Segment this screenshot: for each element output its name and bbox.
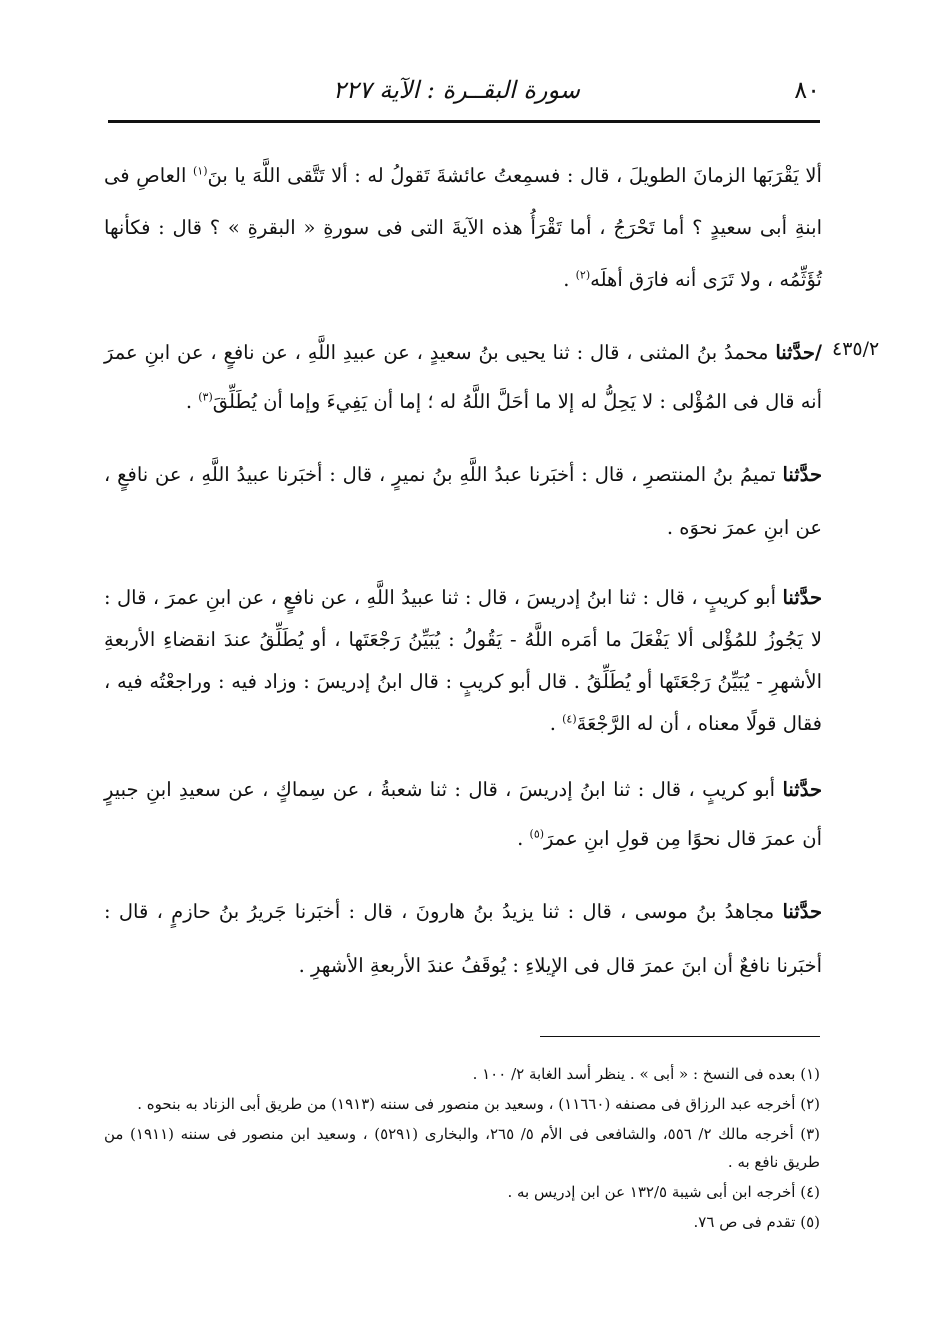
- footnote-ref: (٥): [529, 827, 545, 841]
- paragraph-text: محمدُ بنُ المثنى ، قال : ثنا يحيى بنُ سعيدٍ ، عن عبيدِ اللَّهِ ، عن نافعٍ ، عن ابنِ عمرَ أنه قال فى المُؤْلى : لا يَحِلُّ له إلا ما أحَلَّ اللَّهُ له ؛ إما أن يَفِيءَ وإما أن يُطَلِّقَ: [104, 341, 822, 413]
- running-title: سورة البقــرة : الآية ٢٢٧: [332, 76, 580, 104]
- paragraph-end: .: [549, 712, 563, 735]
- paragraph-lead: حدَّثنا: [782, 463, 822, 486]
- paragraph-lead: حدَّثنا: [782, 778, 822, 801]
- paragraph-lead: حدَّثنا: [782, 586, 822, 609]
- paragraph-lead: /حدَّثنا: [775, 341, 823, 364]
- footnote-ref: (١): [192, 164, 208, 178]
- paragraph-4: [104, 577, 822, 745]
- paragraph-2: [104, 328, 822, 426]
- paragraph-text: أبو كريبٍ ، قال : ثنا ابنُ إدريسَ ، قال : ثنا عبيدُ اللَّهِ ، عن نافعٍ ، عن ابنِ عمرَ ، قال : لا يَجُوزُ للمُؤْلى ألا يَفْعَلَ ما أمَره اللَّهُ - يَقُولُ : يُبَيِّنُ رَجْعَتَها ، أو يُطَلِّقُ عندَ انقضاءِ الأربعةِ الأشهرِ - يُبَيِّنُ رَجْعَتَها أو يُطَلِّقُ . قال أبو كريبٍ : قال ابنُ إدريسَ : وزاد فيه : وراجعْتُه فيه ، فقال قولًا معناه ، أن له الرَّجْعَةَ: [104, 586, 822, 735]
- footnote-5: (٥) تقدم فى ص ٧٦.: [693, 1213, 820, 1231]
- footnote-ref: (٤): [562, 712, 577, 726]
- footnote-ref: (٣): [198, 390, 213, 404]
- footnote-rule: [540, 1036, 820, 1037]
- paragraph-6: [104, 885, 822, 993]
- paragraph-lead: حدَّثنا: [782, 900, 822, 923]
- page-number: ٨٠: [794, 76, 820, 104]
- main-text: [104, 150, 822, 993]
- footnote-1: (١) بعده فى النسخ : « أبى » . ينظر أسد الغابة ٢/ ١٠٠ .: [472, 1065, 820, 1083]
- page-header: [108, 72, 820, 118]
- paragraph-end: .: [563, 268, 576, 291]
- header-rule: [108, 120, 820, 123]
- paragraph-text: ألا يَقْرَبَها الزمانَ الطويلَ ، قال : فسمِعتُ عائشةَ تَقولُ له : ألا تَتَّقى اللَّهَ يا بنَ$^{(١)}$ العاصِ فى ابنةِ أبى سعيدٍ ؟ أما تَحْرَجُ ، أما تَقْرَأُ هذه الآيةَ التى فى سورةِ « البقرةِ » ؟ قال : فكأنها تُؤَثِّمُه ، ولا تَرَى أنه فارَق أهلَه: [104, 164, 822, 291]
- footnote-2: (٢) أخرجه عبد الرزاق فى مصنفه (١١٦٦٠) ، وسعيد بن منصور فى سننه (١٩١٣) من طريق أبى الزناد به بنحوه .: [137, 1095, 820, 1113]
- footnotes: [104, 1060, 820, 1238]
- paragraph-3: [104, 448, 822, 554]
- paragraph-text: أبو كريبٍ ، قال : ثنا ابنُ إدريسَ ، قال : ثنا شعبةُ ، عن سِماكٍ ، عن سعيدِ ابنِ جبيرٍ أن عمرَ قال نحوًا مِن قولِ ابنِ عمرَ: [104, 778, 822, 850]
- paragraph-1: [104, 150, 822, 306]
- paragraph-end: .: [185, 390, 199, 413]
- paragraph-end: .: [517, 827, 530, 850]
- margin-reference: ٤٣٥/٢: [832, 338, 880, 360]
- paragraph-text: مجاهدُ بنُ موسى ، قال : ثنا يزيدُ بنُ هارونَ ، قال : أخبَرنا جَريرُ بنُ حازمٍ ، قال : أخبَرنا نافعٌ أن ابنَ عمرَ قال فى الإيلاءِ : يُوقَفُ عندَ الأربعةِ الأشهرِ .: [104, 900, 822, 977]
- paragraph-text: تميمُ بنُ المنتصرِ ، قال : أخبَرنا عبدُ اللَّهِ بنُ نميرٍ ، قال : أخبَرنا عبيدُ اللَّهِ ، عن نافعٍ ، عن ابنِ عمرَ نحوَه .: [104, 463, 822, 539]
- footnote-4: (٤) أخرجه ابن أبى شيبة ١٣٢/٥ عن ابن إدريس به .: [507, 1183, 820, 1201]
- footnote-ref: (٢): [575, 268, 591, 282]
- footnote-3: (٣) أخرجه مالك ٢/ ٥٥٦، والشافعى فى الأم ٥/ ٢٦٥، والبخارى (٥٢٩١) ، وسعيد ابن منصور فى سننه (١٩١١) من طريق نافع به .: [104, 1125, 821, 1171]
- paragraph-5: [104, 765, 822, 863]
